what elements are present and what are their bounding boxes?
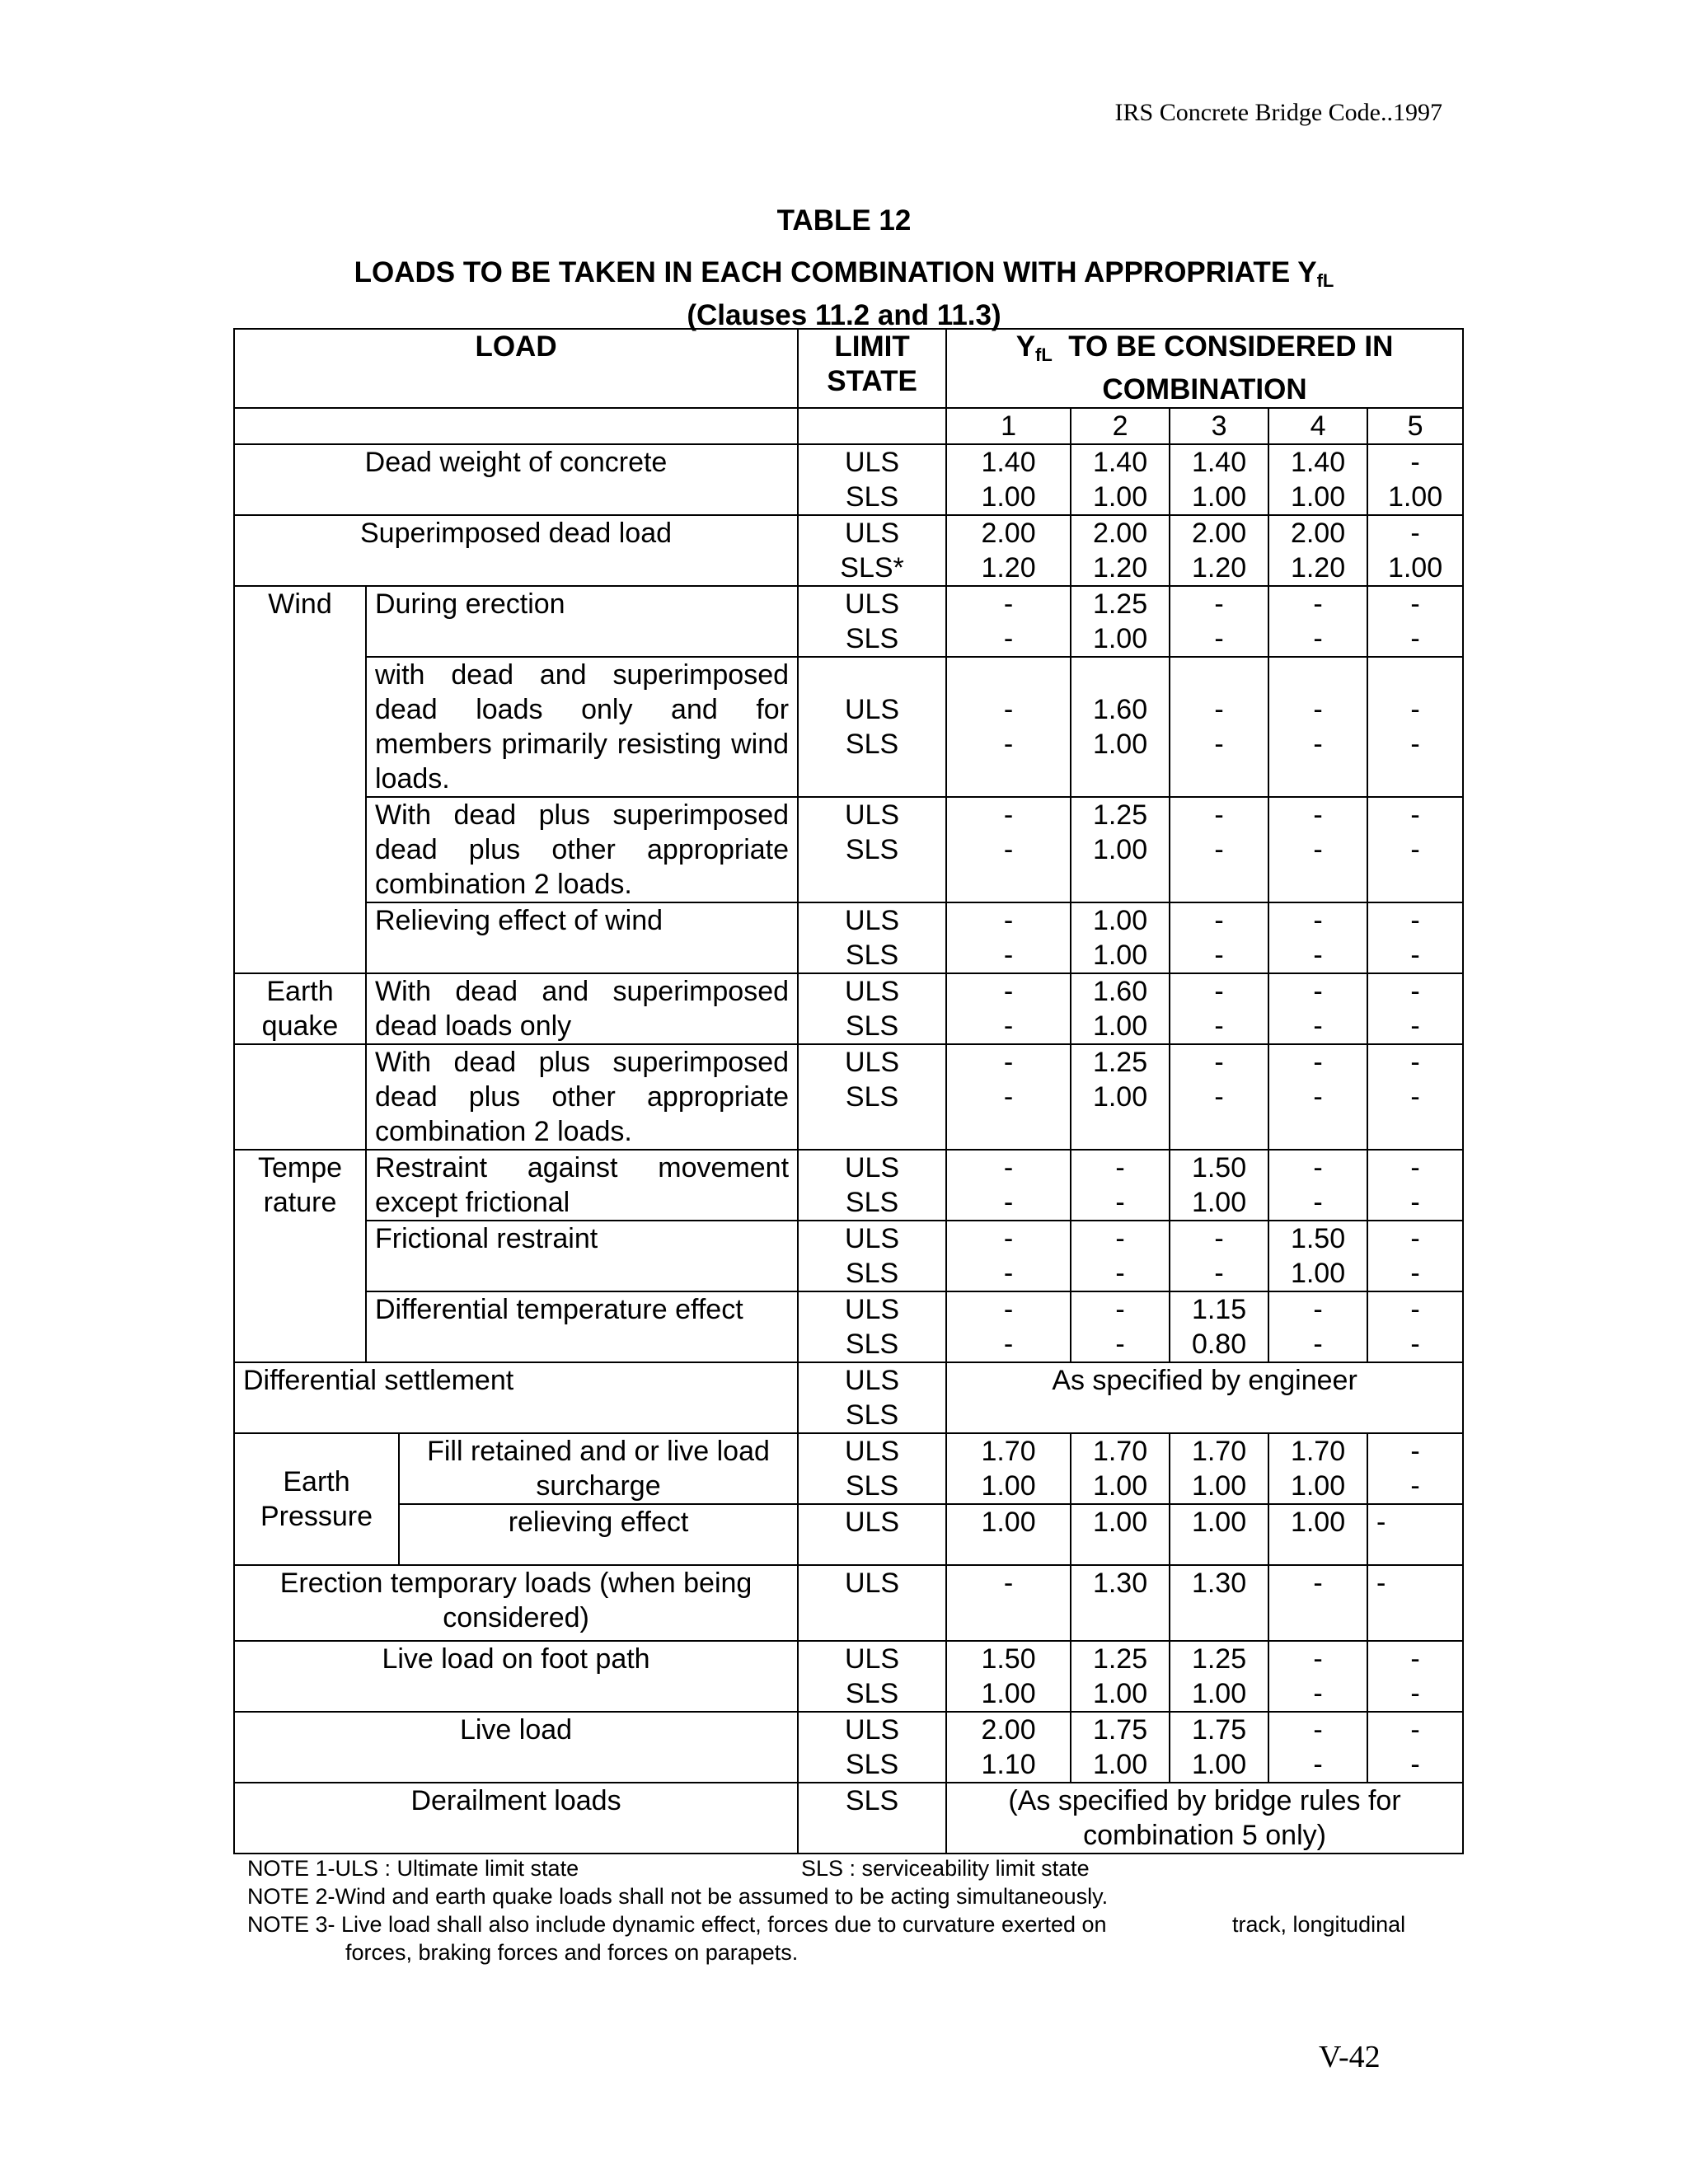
- limit-state: ULS SLS: [798, 797, 946, 902]
- load-label: During erection: [366, 586, 798, 657]
- load-label: Differential settlement: [234, 1362, 798, 1433]
- value-cell: 1.75 1.00: [1170, 1712, 1268, 1783]
- table-row: [234, 902, 1463, 973]
- load-label: With dead plus superimposed dead plus other appropriate combination 2 loads.: [366, 797, 798, 902]
- value-cell: 1.00: [1268, 1504, 1367, 1565]
- load-label: Live load on foot path: [234, 1641, 798, 1712]
- value-cell: - -: [1367, 657, 1463, 797]
- value-cell: 1.50 1.00: [946, 1641, 1071, 1712]
- specified-note: As specified by engineer: [946, 1362, 1463, 1433]
- limit-state: ULS SLS: [798, 1044, 946, 1150]
- value-cell: 1.30: [1071, 1565, 1170, 1641]
- value-cell: - -: [1071, 1221, 1170, 1291]
- load-label: Live load: [234, 1712, 798, 1783]
- value-cell: 1.60 1.00: [1071, 973, 1170, 1044]
- group-label-wind: Wind: [234, 586, 366, 973]
- value-cell: 2.00 1.20: [1071, 515, 1170, 586]
- table-row: [234, 1783, 1463, 1854]
- note-3: NOTE 3- Live load shall also include dynamic effect, forces due to curvature exerted on track, longitudinal: [247, 1912, 1406, 1937]
- combo-4: 4: [1268, 408, 1367, 444]
- limit-state: ULS SLS: [798, 902, 946, 973]
- load-label: relieving effect: [399, 1504, 798, 1565]
- header-row: [234, 329, 1463, 408]
- value-cell: 1.25 1.00: [1170, 1641, 1268, 1712]
- limit-state: ULS SLS: [798, 1291, 946, 1362]
- group-label-earth-pressure: Earth Pressure: [234, 1433, 399, 1565]
- value-cell: 1.70 1.00: [946, 1433, 1071, 1504]
- table-row: [234, 586, 1463, 657]
- combo-3: 3: [1170, 408, 1268, 444]
- load-label: Relieving effect of wind: [366, 902, 798, 973]
- limit-state: ULS SLS: [798, 586, 946, 657]
- value-cell: - -: [1367, 1641, 1463, 1712]
- value-cell: 1.40 1.00: [1071, 444, 1170, 515]
- load-label: Derailment loads: [234, 1783, 798, 1854]
- load-label: With dead and superimposed dead loads only: [366, 973, 798, 1044]
- value-cell: - -: [946, 1221, 1071, 1291]
- value-cell: - -: [946, 1150, 1071, 1221]
- document-header: IRS Concrete Bridge Code..1997: [1114, 99, 1442, 126]
- value-cell: 1.15 0.80: [1170, 1291, 1268, 1362]
- value-cell: - -: [1170, 797, 1268, 902]
- value-cell: - -: [1170, 973, 1268, 1044]
- note-2: NOTE 2-Wind and earth quake loads shall not be assumed to be acting simultaneously.: [247, 1884, 1109, 1909]
- value-cell: - -: [1367, 1712, 1463, 1783]
- table-row: [234, 1362, 1463, 1433]
- table-row: [234, 1641, 1463, 1712]
- table-notes: [247, 1854, 1467, 1966]
- limit-state: ULS SLS: [798, 657, 946, 797]
- value-cell: 1.00: [1170, 1504, 1268, 1565]
- limit-state: ULS: [798, 1565, 946, 1641]
- value-cell: 1.25 1.00: [1071, 1044, 1170, 1150]
- group-label-earthquake: Earth quake: [234, 973, 366, 1044]
- load-header: LOAD: [234, 329, 798, 408]
- limit-state: ULS SLS: [798, 1221, 946, 1291]
- value-cell: - -: [1170, 1221, 1268, 1291]
- subtitle-subscript: fL: [1316, 270, 1334, 291]
- value-cell: - -: [1268, 1712, 1367, 1783]
- value-cell: 1.70 1.00: [1071, 1433, 1170, 1504]
- value-cell: - -: [1367, 1044, 1463, 1150]
- table-row: [234, 973, 1463, 1044]
- value-cell: - -: [946, 797, 1071, 902]
- limit-state: ULS SLS: [798, 973, 946, 1044]
- table-row: [234, 1221, 1463, 1291]
- value-cell: 1.75 1.00: [1071, 1712, 1170, 1783]
- value-cell: - -: [1367, 797, 1463, 902]
- combo-1: 1: [946, 408, 1071, 444]
- limit-state: ULS SLS: [798, 1150, 946, 1221]
- value-cell: - -: [1367, 1433, 1463, 1504]
- subtitle-line-1: LOADS TO BE TAKEN IN EACH COMBINATION WITH APPROPRIATE $Y_{fL}$: [354, 256, 1334, 291]
- value-cell: - -: [1367, 586, 1463, 657]
- combo-5: 5: [1367, 408, 1463, 444]
- value-cell: 2.00 1.20: [1170, 515, 1268, 586]
- value-cell: 2.00 1.10: [946, 1712, 1071, 1783]
- value-cell: - -: [946, 1044, 1071, 1150]
- value-cell: 1.50 1.00: [1268, 1221, 1367, 1291]
- value-cell: - -: [1367, 1150, 1463, 1221]
- value-cell: 1.30: [1170, 1565, 1268, 1641]
- value-cell: 1.00: [1071, 1504, 1170, 1565]
- value-cell: - -: [1268, 973, 1367, 1044]
- value-cell: - -: [946, 657, 1071, 797]
- value-cell: -: [1268, 1565, 1367, 1641]
- limit-state-header: LIMIT STATE: [798, 329, 946, 408]
- value-cell: - -: [946, 1291, 1071, 1362]
- table-row: [234, 797, 1463, 902]
- loads-table: [233, 328, 1464, 1854]
- value-cell: - -: [1268, 586, 1367, 657]
- load-label: Erection temporary loads (when being considered): [234, 1565, 798, 1641]
- combination-number-row: [234, 408, 1463, 444]
- value-cell: - -: [1268, 797, 1367, 902]
- value-cell: -: [946, 1565, 1071, 1641]
- value-cell: 1.40 1.00: [1268, 444, 1367, 515]
- limit-state: ULS SLS: [798, 444, 946, 515]
- limit-state: ULS SLS: [798, 1433, 946, 1504]
- value-cell: -: [1367, 1565, 1463, 1641]
- limit-state: ULS: [798, 1504, 946, 1565]
- value-cell: - -: [1071, 1291, 1170, 1362]
- note-3-continuation: forces, braking forces and forces on parapets.: [345, 1940, 799, 1965]
- table-row: [234, 1565, 1463, 1641]
- value-cell: 2.00 1.20: [1268, 515, 1367, 586]
- value-cell: - -: [946, 973, 1071, 1044]
- table-subtitle: [0, 255, 1688, 333]
- value-cell: - -: [1367, 902, 1463, 973]
- table-row: [234, 444, 1463, 515]
- load-label: with dead and superimposed dead loads only and for members primarily resisting wind loads.: [366, 657, 798, 797]
- value-cell: 1.70 1.00: [1170, 1433, 1268, 1504]
- value-cell: 1.25 1.00: [1071, 586, 1170, 657]
- value-cell: - -: [1170, 586, 1268, 657]
- value-cell: - -: [1268, 1641, 1367, 1712]
- value-cell: - -: [1268, 657, 1367, 797]
- combo-2: 2: [1071, 408, 1170, 444]
- value-cell: - 1.00: [1367, 515, 1463, 586]
- specified-note: (As specified by bridge rules for combination 5 only): [946, 1783, 1463, 1854]
- value-cell: - -: [1170, 902, 1268, 973]
- value-cell: 1.50 1.00: [1170, 1150, 1268, 1221]
- value-cell: - -: [1367, 1291, 1463, 1362]
- table-row: [234, 515, 1463, 586]
- value-cell: 1.60 1.00: [1071, 657, 1170, 797]
- load-label: Fill retained and or live load surcharge: [399, 1433, 798, 1504]
- value-cell: - -: [946, 902, 1071, 973]
- table-row: [234, 1044, 1463, 1150]
- value-cell: 1.00 1.00: [1071, 902, 1170, 973]
- table-title: TABLE 12: [776, 204, 912, 237]
- value-cell: 1.70 1.00: [1268, 1433, 1367, 1504]
- value-cell: - -: [1071, 1150, 1170, 1221]
- load-label: Restraint against movement except frictional: [366, 1150, 798, 1221]
- value-cell: 2.00 1.20: [946, 515, 1071, 586]
- page-number: V-42: [1319, 2040, 1381, 2074]
- value-cell: 1.25 1.00: [1071, 1641, 1170, 1712]
- value-cell: - -: [1170, 1044, 1268, 1150]
- value-cell: 1.40 1.00: [1170, 444, 1268, 515]
- load-label: Differential temperature effect: [366, 1291, 798, 1362]
- value-cell: - -: [1367, 1221, 1463, 1291]
- limit-state: ULS SLS: [798, 1712, 946, 1783]
- table-row: [234, 1291, 1463, 1362]
- value-cell: - -: [1367, 973, 1463, 1044]
- value-cell: - -: [946, 586, 1071, 657]
- subtitle-clauses: (Clauses 11.2 and 11.3): [687, 299, 1001, 331]
- load-label: With dead plus superimposed dead plus other appropriate combination 2 loads.: [366, 1044, 798, 1150]
- value-cell: - -: [1268, 1150, 1367, 1221]
- gamma-header: $Y_{fL}$ TO BE CONSIDERED IN COMBINATION: [946, 329, 1463, 408]
- value-cell: 1.00: [946, 1504, 1071, 1565]
- value-cell: - -: [1268, 1044, 1367, 1150]
- value-cell: - -: [1268, 902, 1367, 973]
- value-cell: 1.25 1.00: [1071, 797, 1170, 902]
- load-label: Superimposed dead load: [234, 515, 798, 586]
- limit-state: ULS SLS: [798, 1362, 946, 1433]
- note-1: NOTE 1-ULS : Ultimate limit state SLS : serviceability limit state: [247, 1856, 1090, 1881]
- limit-state: ULS SLS: [798, 1641, 946, 1712]
- group-label-temperature: Tempe rature: [234, 1150, 366, 1362]
- value-cell: - 1.00: [1367, 444, 1463, 515]
- table-row: [234, 1433, 1463, 1504]
- table-row: [234, 657, 1463, 797]
- value-cell: -: [1367, 1504, 1463, 1565]
- table-row: [234, 1504, 1463, 1565]
- limit-state: SLS: [798, 1783, 946, 1854]
- table-row: [234, 1712, 1463, 1783]
- value-cell: - -: [1170, 657, 1268, 797]
- value-cell: - -: [1268, 1291, 1367, 1362]
- load-label: Frictional restraint: [366, 1221, 798, 1291]
- table-row: [234, 1150, 1463, 1221]
- limit-state: ULS SLS*: [798, 515, 946, 586]
- load-label: Dead weight of concrete: [234, 444, 798, 515]
- value-cell: 1.40 1.00: [946, 444, 1071, 515]
